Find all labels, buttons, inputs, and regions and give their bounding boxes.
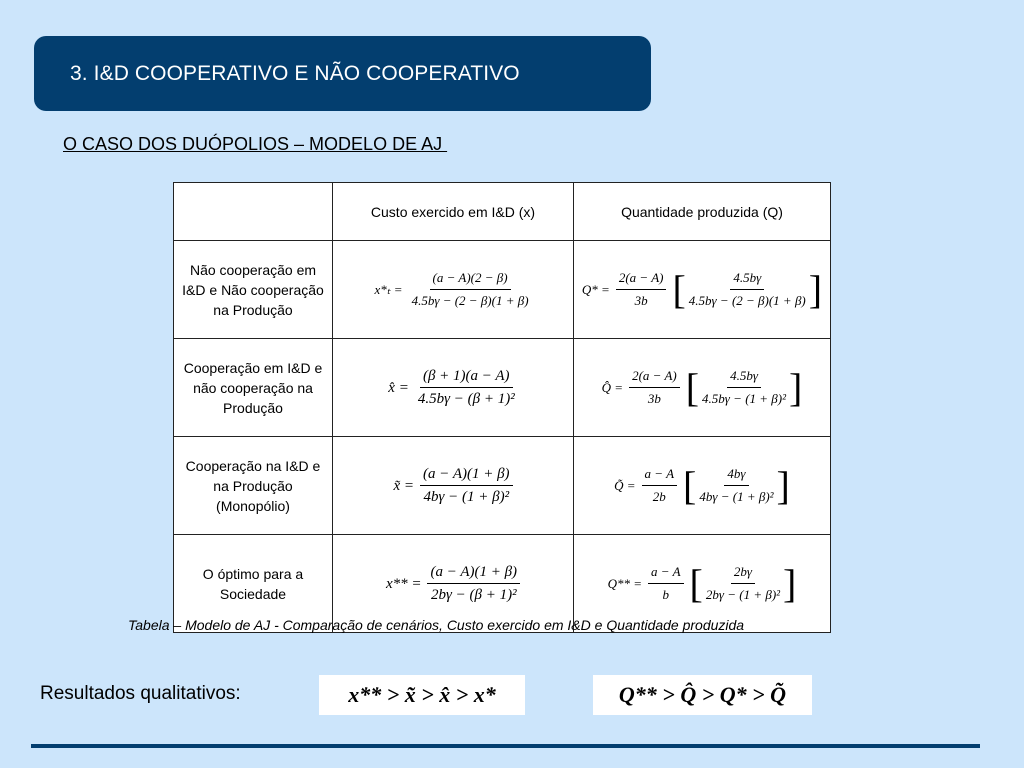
- fraction-denominator: 4.5bγ − (1 + β)²: [702, 391, 786, 406]
- fraction-denominator: 2bγ − (1 + β)²: [705, 587, 781, 602]
- header-cell-empty: [174, 183, 333, 241]
- fraction: [409, 268, 532, 311]
- fraction-numerator: 2(a − A): [616, 268, 667, 290]
- prefactor-fraction: [629, 366, 680, 409]
- left-bracket: [: [685, 364, 700, 410]
- prefactor-fraction: [648, 562, 683, 605]
- fraction-numerator: 2bγ: [731, 562, 755, 584]
- fraction-denominator: 3b: [647, 391, 661, 406]
- row-label: Cooperação na I&D e na Produção (Monopólio): [174, 437, 333, 535]
- prefactor-fraction: [616, 268, 667, 311]
- right-bracket: ]: [789, 364, 803, 410]
- x-formula: [368, 264, 537, 315]
- x-formula-cell: [333, 437, 574, 535]
- fraction-denominator: 3b: [634, 293, 648, 308]
- header-cell-quantity: Quantidade produzida (Q): [574, 183, 831, 241]
- results-label: Resultados qualitativos:: [40, 683, 241, 704]
- formula-lhs: Q̂ =: [601, 379, 624, 395]
- fraction-denominator: 4.5bγ − (2 − β)(1 + β): [688, 293, 806, 308]
- comparison-table: [173, 182, 831, 633]
- q-formula-cell: [574, 339, 831, 437]
- table-row: [174, 241, 831, 339]
- title-banner: [34, 36, 651, 111]
- fraction-numerator: (a − A)(2 − β): [430, 268, 511, 290]
- row-label: Cooperação em I&D e não cooperação na Produção: [174, 339, 333, 437]
- fraction: [427, 562, 520, 605]
- table-row: [174, 437, 831, 535]
- left-bracket: [: [672, 266, 686, 312]
- prefactor-fraction: [642, 464, 677, 507]
- fraction-numerator: (a − A)(1 + β): [427, 562, 520, 584]
- fraction-numerator: a − A: [642, 464, 677, 486]
- fraction-numerator: 4.5bγ: [727, 366, 761, 388]
- fraction-numerator: (β + 1)(a − A): [420, 366, 513, 388]
- fraction-numerator: 4.5bγ: [730, 268, 764, 290]
- x-formula-cell: [333, 241, 574, 339]
- page-title: 3. I&D COOPERATIVO E NÃO COOPERATIVO: [70, 61, 520, 85]
- right-bracket: ]: [808, 266, 823, 312]
- fraction-denominator: 2bγ − (β + 1)²: [430, 587, 517, 603]
- fraction-denominator: 4bγ − (1 + β)²: [423, 489, 510, 505]
- q-formula-cell: [574, 437, 831, 535]
- q-formula: [608, 460, 796, 511]
- table-row: [174, 339, 831, 437]
- bracket-group: [690, 562, 797, 605]
- fraction: [703, 562, 783, 605]
- fraction-numerator: 2(a − A): [629, 366, 680, 388]
- fraction-denominator: 2b: [652, 489, 666, 504]
- bracket-group: [683, 464, 790, 507]
- table-caption: Tabela – Modelo de AJ - Comparação de cenários, Custo exercido em I&D e Quantidade produzida: [128, 617, 745, 633]
- formula-lhs: x̂ =: [388, 379, 409, 396]
- q-formula: [602, 558, 803, 609]
- fraction-denominator: b: [662, 587, 670, 602]
- q-ordering-formula: Q** > Q̂ > Q* > Q̃: [593, 675, 812, 715]
- fraction: [699, 366, 789, 409]
- bracket-group: [672, 268, 822, 311]
- fraction-denominator: 4.5bγ − (β + 1)²: [417, 391, 515, 407]
- fraction-numerator: a − A: [648, 562, 683, 584]
- fraction-numerator: (a − A)(1 + β): [420, 464, 513, 486]
- x-formula: [387, 460, 518, 511]
- q-formula-cell: [574, 241, 831, 339]
- fraction-denominator: 4.5bγ − (2 − β)(1 + β): [411, 293, 529, 308]
- fraction-numerator: 4bγ: [724, 464, 748, 486]
- fraction: [420, 464, 513, 507]
- formula-lhs: Q̃ =: [614, 477, 636, 493]
- bottom-divider: [31, 744, 980, 748]
- fraction: [696, 464, 776, 507]
- header-cell-cost: Custo exercido em I&D (x): [333, 183, 574, 241]
- fraction: [415, 366, 518, 409]
- x-ordering-formula: x** > x̃ > x̂ > x*: [319, 675, 525, 715]
- row-label: O óptimo para a Sociedade: [174, 535, 333, 633]
- fraction-denominator: 4bγ − (1 + β)²: [699, 489, 774, 504]
- formula-lhs: x*ₜ =: [374, 281, 403, 297]
- formula-lhs: Q* =: [581, 281, 610, 297]
- x-formula: [382, 362, 523, 413]
- formula-lhs: x** =: [385, 575, 422, 592]
- section-subtitle: O CASO DOS DUÓPOLIOS – MODELO DE AJ: [63, 134, 448, 154]
- q-formula: [596, 362, 809, 413]
- bracket-group: [686, 366, 803, 409]
- right-bracket: ]: [776, 462, 790, 508]
- x-formula-cell: [333, 339, 574, 437]
- formula-lhs: x̃ =: [393, 477, 414, 494]
- formula-lhs: Q** =: [607, 575, 643, 591]
- x-formula: [380, 558, 526, 609]
- right-bracket: ]: [783, 560, 797, 606]
- left-bracket: [: [683, 462, 697, 508]
- q-formula: [576, 264, 828, 315]
- table-header-row: [174, 183, 831, 241]
- row-label: Não cooperação em I&D e Não cooperação na Produção: [174, 241, 333, 339]
- left-bracket: [: [689, 560, 703, 606]
- fraction: [686, 268, 809, 311]
